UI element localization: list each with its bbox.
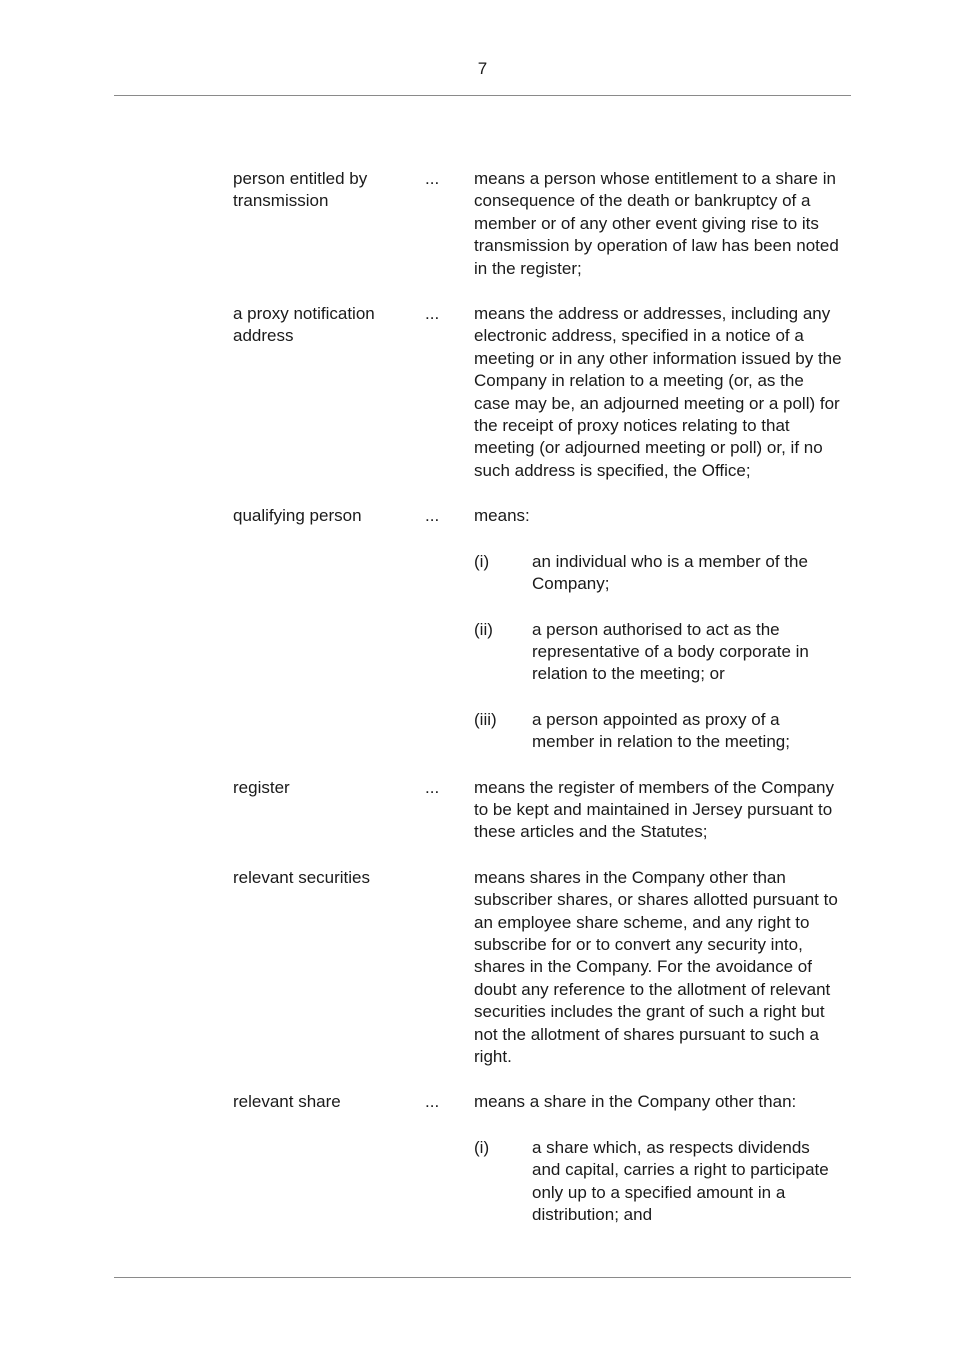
definition-term: qualifying person: [233, 506, 362, 526]
sub-item-text: a person authorised to act as the representative of a body corporate in relation to the meeting; or: [532, 619, 809, 684]
footer-rule: [114, 1277, 851, 1278]
sub-item-text: a share which, as respects dividends and capital, carries a right to participate only up to a specified amount in a distribution; and: [532, 1137, 829, 1225]
definition-meaning: means shares in the Company other than subscriber shares, or shares allotted pursuant to an employee share scheme, and any right to subscribe for or to convert any security into, shares in the Company. For the avoidance of doubt any reference to the allotment of relevant securities includes the grant of such a right but not the allotment of shares pursuant to such a right.: [474, 867, 838, 1066]
sub-item-number: (i): [474, 1137, 490, 1157]
definition-entry: [233, 777, 843, 844]
definition-term: register: [233, 777, 290, 797]
definition-meaning: means the register of members of the Company to be kept and maintained in Jersey pursuant to these articles and the Statutes;: [474, 777, 834, 842]
definitions-list: [233, 168, 843, 1249]
definition-entry: [233, 505, 843, 753]
sub-item: [474, 709, 842, 754]
sub-item: [474, 551, 842, 596]
definition-term: a proxy notification address: [233, 304, 375, 346]
sub-item-text: a person appointed as proxy of a member in relation to the meeting;: [532, 709, 790, 752]
page-number: 7: [477, 59, 488, 78]
definition-separator: ...: [425, 777, 440, 797]
definition-separator: ...: [425, 1092, 440, 1112]
definition-entry: [233, 1091, 843, 1226]
sub-item-text: an individual who is a member of the Company;: [532, 551, 808, 594]
definition-meaning: means:: [474, 506, 530, 526]
definition-meaning: means a share in the Company other than:: [474, 1092, 797, 1112]
definition-entry: [233, 168, 843, 280]
definition-separator: ...: [425, 506, 440, 526]
sub-item-number: (iii): [474, 709, 497, 729]
sub-item-number: (i): [474, 551, 490, 571]
header-rule: [114, 95, 851, 96]
definition-term: relevant securities: [233, 867, 371, 887]
definition-term: relevant share: [233, 1092, 341, 1112]
definition-entry: [233, 867, 843, 1069]
sub-item: [474, 1137, 842, 1227]
definition-meaning-block: [474, 505, 842, 753]
definition-separator: ...: [425, 169, 440, 188]
sub-item: [474, 619, 842, 686]
definition-meaning-block: [474, 1091, 842, 1226]
definition-meaning: means the address or addresses, including any electronic address, specified in a notice of a meeting or in any other information issued by the Company in relation to a meeting (or, as the case may be, an adjourned meeting or a poll) for the receipt of proxy notices relating to that meeting (or adjourned meeting or poll) or, if no such address is specified, the Office;: [474, 304, 842, 480]
definition-separator: ...: [425, 304, 440, 324]
definition-meaning: means a person whose entitlement to a share in consequence of the death or bankruptcy of a member or of any other event giving rise to its transmission by operation of law has been noted in the register;: [474, 169, 839, 278]
definition-term: person entitled by transmission: [233, 169, 368, 211]
sub-item-number: (ii): [474, 619, 493, 639]
definition-entry: [233, 303, 843, 482]
